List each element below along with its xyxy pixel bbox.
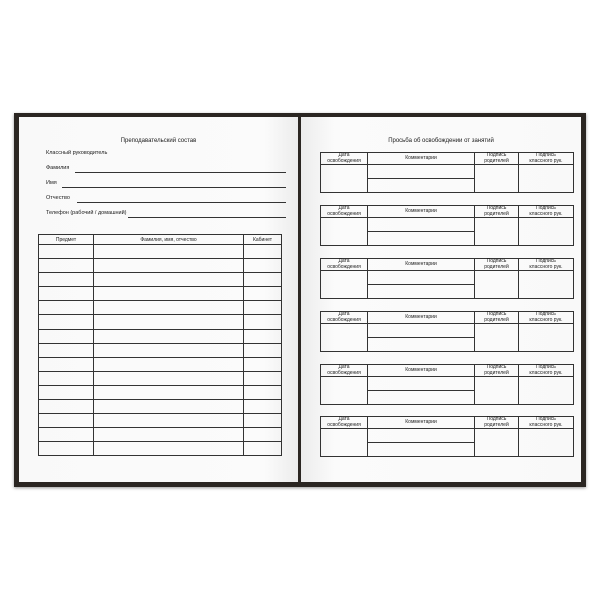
- room-cell[interactable]: [244, 245, 282, 259]
- absence-table: [320, 258, 574, 299]
- room-cell[interactable]: [244, 301, 282, 315]
- column-full-name: Фамилия, имя, отчество: [94, 235, 244, 245]
- parents-header-line1: Подпись: [486, 364, 507, 371]
- teacher-header-line2: классного рук.: [529, 157, 563, 164]
- name-label: Имя: [46, 180, 57, 186]
- date-cell[interactable]: [321, 377, 368, 405]
- full-name-cell[interactable]: [94, 371, 244, 385]
- comment-line-2[interactable]: [368, 338, 475, 352]
- subject-cell[interactable]: [39, 428, 94, 442]
- subject-cell[interactable]: [39, 273, 94, 287]
- date-cell[interactable]: [321, 271, 368, 299]
- subject-cell[interactable]: [39, 245, 94, 259]
- table-row: [39, 343, 282, 357]
- teacher-signature-header: [519, 153, 574, 165]
- full-name-cell[interactable]: [94, 259, 244, 273]
- parents-header-line1: Подпись: [486, 416, 507, 423]
- subject-cell[interactable]: [39, 385, 94, 399]
- date-header-line2: освобождения: [327, 421, 361, 428]
- full-name-cell[interactable]: [94, 287, 244, 301]
- comment-line-2[interactable]: [368, 443, 475, 457]
- full-name-cell[interactable]: [94, 273, 244, 287]
- table-row: [39, 414, 282, 428]
- comment-line-2[interactable]: [368, 285, 475, 299]
- parents-signature-header: [475, 312, 519, 324]
- full-name-cell[interactable]: [94, 357, 244, 371]
- date-header-line2: освобождения: [327, 263, 361, 270]
- full-name-cell[interactable]: [94, 245, 244, 259]
- date-header-line1: Дата: [338, 416, 350, 423]
- full-name-cell[interactable]: [94, 315, 244, 329]
- date-header-line1: Дата: [338, 205, 350, 212]
- open-diary-spread: [14, 113, 586, 487]
- teacher-header-line1: Подпись: [536, 364, 556, 371]
- teacher-signature-cell[interactable]: [519, 429, 574, 457]
- parents-header-line2: родителей: [484, 210, 509, 217]
- absence-request-block: [320, 152, 573, 193]
- date-header-line1: Дата: [338, 311, 350, 318]
- absence-request-block: [320, 258, 573, 299]
- date-header: [321, 259, 368, 271]
- parents-signature-cell[interactable]: [475, 271, 519, 299]
- parents-header-line2: родителей: [484, 263, 509, 270]
- phone-label: Телефон (рабочий / домашний): [46, 210, 127, 216]
- absence-request-block: [320, 311, 573, 352]
- parents-header-line2: родителей: [484, 157, 509, 164]
- full-name-cell[interactable]: [94, 400, 244, 414]
- table-row: [39, 385, 282, 399]
- teacher-signature-cell[interactable]: [519, 377, 574, 405]
- parents-signature-cell[interactable]: [475, 324, 519, 352]
- patronymic-field[interactable]: [77, 202, 286, 203]
- left-page: [19, 117, 298, 482]
- room-cell[interactable]: [244, 428, 282, 442]
- teacher-signature-header: [519, 312, 574, 324]
- comment-line-1[interactable]: [368, 324, 475, 338]
- full-name-cell[interactable]: [94, 428, 244, 442]
- date-header-line2: освобождения: [327, 369, 361, 376]
- parents-signature-header: [475, 365, 519, 377]
- room-cell[interactable]: [244, 371, 282, 385]
- room-cell[interactable]: [244, 259, 282, 273]
- subject-cell[interactable]: [39, 442, 94, 456]
- date-cell[interactable]: [321, 165, 368, 193]
- date-cell[interactable]: [321, 324, 368, 352]
- parents-header-line1: Подпись: [486, 205, 507, 212]
- table-row: [39, 301, 282, 315]
- absence-table: [320, 364, 574, 405]
- parents-signature-cell[interactable]: [475, 429, 519, 457]
- table-row: [39, 371, 282, 385]
- teacher-header-line1: Подпись: [536, 311, 556, 318]
- full-name-cell[interactable]: [94, 414, 244, 428]
- room-cell[interactable]: [244, 414, 282, 428]
- parents-signature-header: [475, 153, 519, 165]
- date-header-line2: освобождения: [327, 157, 361, 164]
- teacher-header-line2: классного рук.: [529, 316, 563, 323]
- room-cell[interactable]: [244, 287, 282, 301]
- table-row: [39, 357, 282, 371]
- teacher-header-line2: классного рук.: [529, 369, 563, 376]
- date-header: [321, 417, 368, 429]
- teacher-header-line1: Подпись: [536, 416, 556, 423]
- teacher-signature-cell[interactable]: [519, 271, 574, 299]
- comments-header: Комментарии: [368, 206, 475, 218]
- parents-header-line1: Подпись: [486, 311, 507, 318]
- table-row: [39, 400, 282, 414]
- teacher-signature-header: [519, 417, 574, 429]
- date-header: [321, 153, 368, 165]
- teacher-signature-cell[interactable]: [519, 218, 574, 246]
- comments-header: Комментарии: [368, 365, 475, 377]
- comment-line-1[interactable]: [368, 377, 475, 391]
- subject-cell[interactable]: [39, 357, 94, 371]
- teacher-signature-cell[interactable]: [519, 324, 574, 352]
- teacher-signature-header: [519, 206, 574, 218]
- surname-field[interactable]: [75, 172, 286, 173]
- room-cell[interactable]: [244, 273, 282, 287]
- parents-header-line2: родителей: [484, 421, 509, 428]
- comment-line-1[interactable]: [368, 271, 475, 285]
- column-subject: Предмет: [39, 235, 94, 245]
- full-name-cell[interactable]: [94, 301, 244, 315]
- teachers-table-header: [39, 235, 282, 245]
- absence-table: [320, 152, 574, 193]
- absence-table: [320, 416, 574, 457]
- phone-field[interactable]: [128, 217, 286, 218]
- comments-header: Комментарии: [368, 259, 475, 271]
- comment-line-2[interactable]: [368, 232, 475, 246]
- full-name-cell[interactable]: [94, 343, 244, 357]
- subject-cell[interactable]: [39, 400, 94, 414]
- comments-header: Комментарии: [368, 153, 475, 165]
- name-field[interactable]: [62, 187, 286, 188]
- absence-table: [320, 205, 574, 246]
- surname-label: Фамилия: [46, 165, 70, 171]
- patronymic-label: Отчество: [46, 195, 70, 201]
- room-cell[interactable]: [244, 385, 282, 399]
- room-cell[interactable]: [244, 329, 282, 343]
- teacher-header-line2: классного рук.: [529, 210, 563, 217]
- subject-cell[interactable]: [39, 287, 94, 301]
- comments-header: Комментарии: [368, 417, 475, 429]
- table-row: [39, 329, 282, 343]
- absence-request-block: [320, 364, 573, 405]
- teacher-header-line2: классного рук.: [529, 421, 563, 428]
- column-room: Кабинет: [244, 235, 282, 245]
- parents-header-line2: родителей: [484, 369, 509, 376]
- table-row: [39, 245, 282, 259]
- room-cell[interactable]: [244, 357, 282, 371]
- absence-request-block: [320, 205, 573, 246]
- room-cell[interactable]: [244, 400, 282, 414]
- parents-signature-header: [475, 417, 519, 429]
- date-header: [321, 206, 368, 218]
- table-row: [39, 287, 282, 301]
- full-name-cell[interactable]: [94, 442, 244, 456]
- parents-signature-cell[interactable]: [475, 377, 519, 405]
- date-header-line2: освобождения: [327, 316, 361, 323]
- teacher-header-line1: Подпись: [536, 152, 556, 159]
- subject-cell[interactable]: [39, 414, 94, 428]
- room-cell[interactable]: [244, 442, 282, 456]
- subject-cell[interactable]: [39, 343, 94, 357]
- subject-cell[interactable]: [39, 329, 94, 343]
- parents-signature-cell[interactable]: [475, 218, 519, 246]
- teacher-header-line1: Подпись: [536, 258, 556, 265]
- subject-cell[interactable]: [39, 371, 94, 385]
- date-header-line1: Дата: [338, 152, 350, 159]
- comments-header: Комментарии: [368, 312, 475, 324]
- date-header-line2: освобождения: [327, 210, 361, 217]
- right-page-title: Просьба об освобождении от занятий: [388, 138, 494, 144]
- parents-header-line1: Подпись: [486, 152, 507, 159]
- teachers-table: [38, 234, 282, 456]
- comment-line-2[interactable]: [368, 179, 475, 193]
- parents-header-line1: Подпись: [486, 258, 507, 265]
- left-page-title: Преподавательский состав: [120, 138, 197, 144]
- date-cell[interactable]: [321, 218, 368, 246]
- room-cell[interactable]: [244, 343, 282, 357]
- absence-table: [320, 311, 574, 352]
- teacher-signature-header: [519, 365, 574, 377]
- full-name-cell[interactable]: [94, 385, 244, 399]
- date-header: [321, 365, 368, 377]
- comment-line-2[interactable]: [368, 391, 475, 405]
- comment-line-1[interactable]: [368, 165, 475, 179]
- table-row: [39, 428, 282, 442]
- parents-signature-cell[interactable]: [475, 165, 519, 193]
- parents-signature-header: [475, 259, 519, 271]
- teacher-signature-cell[interactable]: [519, 165, 574, 193]
- teacher-header-line2: классного рук.: [529, 263, 563, 270]
- parents-signature-header: [475, 206, 519, 218]
- subject-cell[interactable]: [39, 301, 94, 315]
- parents-header-line2: родителей: [484, 316, 509, 323]
- table-row: [39, 259, 282, 273]
- date-cell[interactable]: [321, 429, 368, 457]
- class-teacher-label: Классный руководитель: [46, 150, 108, 156]
- subject-cell[interactable]: [39, 259, 94, 273]
- right-page: [301, 117, 581, 482]
- table-row: [39, 273, 282, 287]
- table-row: [39, 315, 282, 329]
- room-cell[interactable]: [244, 315, 282, 329]
- teacher-signature-header: [519, 259, 574, 271]
- teacher-header-line1: Подпись: [536, 205, 556, 212]
- full-name-cell[interactable]: [94, 329, 244, 343]
- table-row: [39, 442, 282, 456]
- date-header-line1: Дата: [338, 364, 350, 371]
- subject-cell[interactable]: [39, 315, 94, 329]
- date-header: [321, 312, 368, 324]
- date-header-line1: Дата: [338, 258, 350, 265]
- absence-request-block: [320, 416, 573, 457]
- comment-line-1[interactable]: [368, 218, 475, 232]
- comment-line-1[interactable]: [368, 429, 475, 443]
